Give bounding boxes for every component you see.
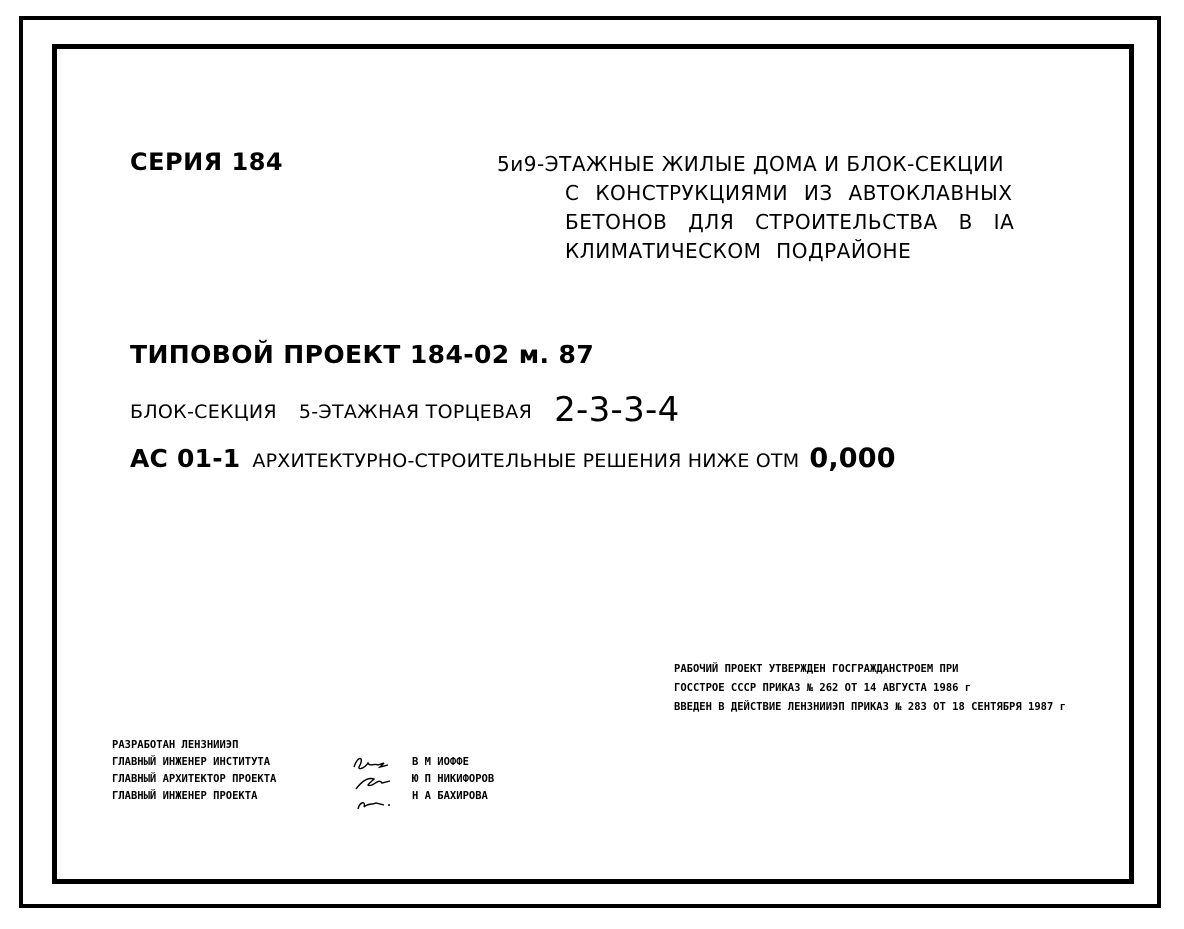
credit-role: ГЛАВНЫЙ ИНЖЕНЕР ПРОЕКТА [112, 790, 258, 802]
block-section-row [130, 387, 680, 430]
series-description [497, 150, 1014, 266]
ac-text: АРХИТЕКТУРНО-СТРОИТЕЛЬНЫЕ РЕШЕНИЯ НИЖЕ ОТМ [252, 450, 800, 472]
credits-block [112, 737, 494, 805]
description-line-1: 5и9-ЭТАЖНЫЕ ЖИЛЫЕ ДОМА И БЛОК-СЕКЦИИ [497, 152, 1005, 176]
description-line-3: БЕТОНОВ ДЛЯ СТРОИТЕЛЬСТВА В IА [565, 210, 1015, 234]
series-title: СЕРИЯ 184 [130, 148, 284, 176]
description-line-4: КЛИМАТИЧЕСКОМ ПОДРАЙОНЕ [565, 239, 912, 263]
block-code: 2-3-3-4 [554, 390, 680, 430]
approval-line-3: ВВЕДЕН В ДЕЙСТВИЕ ЛЕНЗНИИЭП ПРИКАЗ № 283 ОТ 18 СЕНТЯБРЯ 1987 г [674, 701, 1066, 713]
credit-row [112, 771, 494, 788]
block-type: 5-ЭТАЖНАЯ ТОРЦЕВАЯ [298, 401, 533, 423]
signatures-graphic [350, 755, 410, 817]
description-line-2: С КОНСТРУКЦИЯМИ ИЗ АВТОКЛАВНЫХ [565, 181, 1013, 205]
ac-level: 0,000 [809, 443, 896, 474]
credit-row [112, 754, 494, 771]
project-title: ТИПОВОЙ ПРОЕКТ 184-02 м. 87 [130, 340, 595, 369]
approval-note [674, 660, 1066, 717]
ac-row [130, 443, 896, 474]
block-prefix: БЛОК-СЕКЦИЯ [130, 401, 277, 423]
approval-line-2: ГОССТРОЕ СССР ПРИКАЗ № 262 ОТ 14 АВГУСТА 1986 г [674, 682, 972, 694]
credit-name: Ю П НИКИФОРОВ [412, 773, 495, 785]
credit-role: ГЛАВНЫЙ АРХИТЕКТОР ПРОЕКТА [112, 773, 277, 785]
credit-row [112, 788, 494, 805]
ac-code: АС 01-1 [130, 444, 241, 473]
approval-line-1: РАБОЧИЙ ПРОЕКТ УТВЕРЖДЕН ГОСГРАЖДАНСТРОЕМ ПРИ [674, 663, 959, 675]
credit-name: В М ИОФФЕ [412, 756, 469, 768]
developer-line: РАЗРАБОТАН ЛЕНЗНИИЭП [112, 739, 239, 751]
credit-name: Н А БАХИРОВА [412, 790, 488, 802]
credit-role: ГЛАВНЫЙ ИНЖЕНЕР ИНСТИТУТА [112, 756, 271, 768]
